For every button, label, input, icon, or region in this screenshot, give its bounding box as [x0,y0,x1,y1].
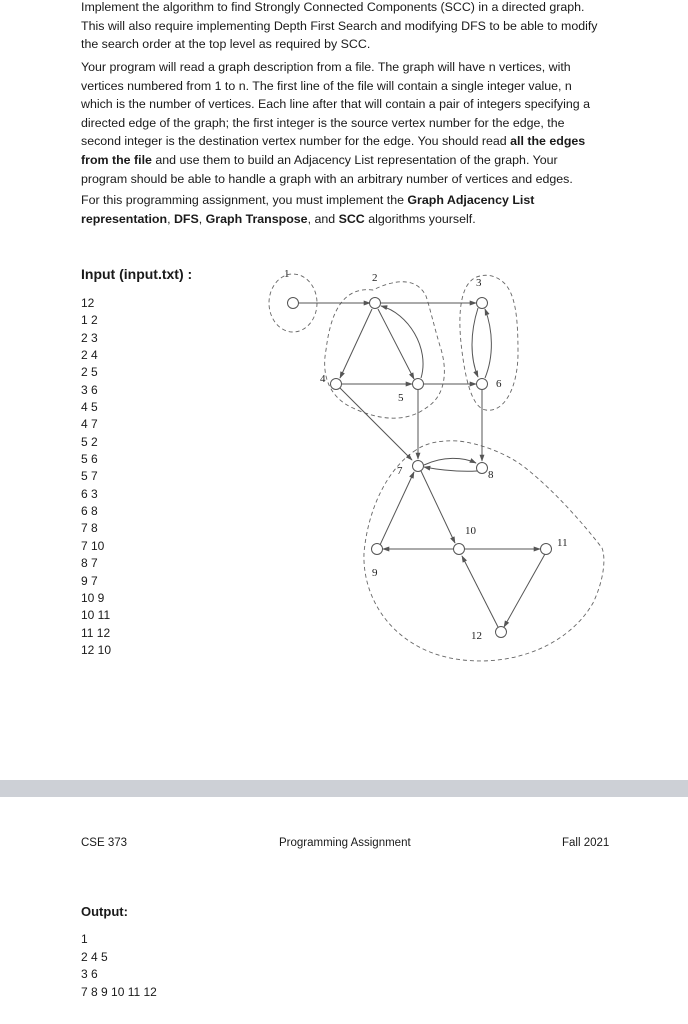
p3-bold-scc: SCC [338,211,365,226]
input-line: 5 7 [81,469,98,484]
footer-course: CSE 373 [81,837,128,849]
edge-3-6 [472,308,478,377]
vertex-6 [477,379,488,390]
intro-paragraph-1: Implement the algorithm to find Strongly Connected Components (SCC) in a directed graph. This will also require implementing Depth First Search and modifying DFS to be able to modify the search order at the top level as required by SCC. [81,0,598,52]
input-line: 5 2 [81,434,98,449]
vertex-12 [496,627,507,638]
input-line: 5 6 [81,452,98,467]
scc-outline-3-6 [460,275,518,410]
vertex-label-4: 4 [320,373,326,385]
output-line: 2 4 5 [81,949,108,964]
vertex-label-3: 3 [476,277,482,289]
component-outlines [269,274,604,661]
output-line: 1 [81,932,88,946]
footer-title: Programming Assignment [279,837,411,849]
vertex-4 [331,379,342,390]
input-lines [81,295,111,659]
vertex-11 [541,544,552,555]
vertex-5 [413,379,424,390]
edge-7-10 [421,471,455,543]
edge-12-10 [462,556,498,627]
vertex-label-7: 7 [397,465,403,477]
p3-bold-transpose: Graph Transpose [205,211,308,226]
edge-2-5 [378,309,414,379]
vertex-label-12: 12 [471,630,482,642]
vertex-labels [284,268,568,642]
vertex-label-1: 1 [284,268,290,280]
vertex-label-5: 5 [398,392,404,404]
input-line: 9 7 [81,573,98,588]
scc-graph-diagram [258,258,618,668]
vertex-label-11: 11 [557,537,568,549]
input-line: 7 10 [81,538,105,553]
input-line: 8 7 [81,556,98,571]
intro-paragraph-2 [81,58,601,188]
vertex-3 [477,298,488,309]
input-line: 7 8 [81,521,98,536]
page-break-divider [0,780,688,797]
input-line: 4 5 [81,400,98,415]
edge-2-4 [340,309,372,378]
vertex-9 [372,544,383,555]
output-heading: Output: [81,904,128,919]
p2-bold-edges: all the edges from the file [81,134,586,167]
output-lines [81,931,157,1001]
vertex-7 [413,461,424,472]
p3-sep-2: , [198,211,206,226]
input-line: 10 9 [81,590,105,605]
p3-sep-3: , and [307,211,339,226]
p3-bold-adjacency: Graph Adjacency List representation [81,193,535,226]
vertex-10 [454,544,465,555]
vertex-label-8: 8 [488,469,494,481]
input-line: 11 12 [81,625,111,640]
input-line: 12 [81,296,95,310]
p3-bold-dfs: DFS [173,211,199,226]
p3-text-b: algorithms yourself. [364,211,476,226]
input-line: 1 2 [81,313,98,328]
input-line: 6 8 [81,504,98,519]
vertex-label-10: 10 [465,525,476,537]
vertex-label-6: 6 [496,378,502,390]
input-heading: Input (input.txt) : [81,266,193,282]
vertex-8 [477,463,488,474]
vertex-label-2: 2 [372,272,378,284]
input-line: 2 5 [81,365,98,380]
p2-text-b: and use them to build an Adjacency List representation of the graph. Your program should be able to handle a graph with an arbitrary number of vertices and edges. [81,152,573,186]
edge-8-7 [424,467,477,471]
input-line: 12 10 [81,642,112,657]
vertex-1 [288,298,299,309]
vertex-2 [370,298,381,309]
scc-outline-2-4-5 [325,282,445,418]
input-line: 10 11 [81,608,111,623]
p3-text-a: For this programming assignment, you must implement the [81,193,408,207]
input-line: 3 6 [81,382,98,397]
edge-11-12 [504,554,545,627]
input-line: 4 7 [81,417,98,432]
footer-term: Fall 2021 [562,837,610,849]
p2-text-a: Your program will read a graph description from a file. The graph will have n vertices, with vertices numbered from 1 to n. The first line of the file will contain a single integer value, n which is the number of vertices. Each line after that will contain a pair of integers specifying a directed edge of the graph; the first integer is the source vertex number for the edge, the second integer is the destination vertex number for the edge. You should read [81,60,590,149]
input-line: 2 4 [81,348,98,363]
edge-5-2 [381,306,423,378]
graph-vertices [288,298,552,638]
vertex-label-9: 9 [372,567,378,579]
edge-7-8 [424,458,476,465]
output-line: 3 6 [81,967,98,981]
output-line: 7 8 9 10 11 12 [81,984,157,999]
intro-paragraph-3 [81,191,601,228]
edge-6-3 [485,309,491,378]
input-line: 6 3 [81,486,98,501]
p3-sep-1: , [167,211,174,226]
input-line: 2 3 [81,330,98,345]
